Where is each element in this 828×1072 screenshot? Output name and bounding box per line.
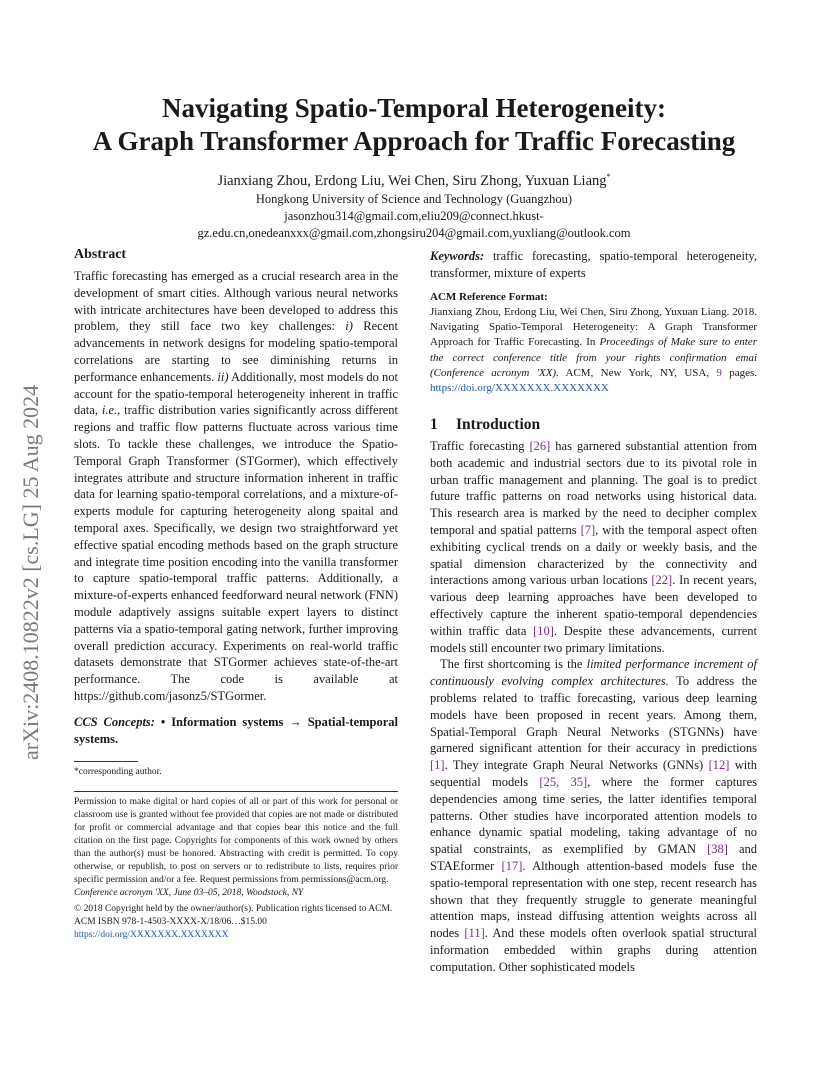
- citation-11[interactable]: [11]: [464, 926, 485, 941]
- p2-italic: limited performance increment of continuously evolving complex architectures.: [430, 657, 757, 689]
- keywords-text: traffic forecasting, spatio-temporal heterogeneity, transformer, mixture of experts: [430, 249, 757, 280]
- title-line-2: A Graph Transformer Approach for Traffic Forecasting: [92, 126, 736, 156]
- keywords-label: Keywords:: [430, 249, 485, 263]
- intro-heading: [430, 416, 757, 434]
- permission-text: Permission to make digital or hard copies of all or part of this work for personal or classroom use is granted without fee provided that copies are not made or distributed for profit or commercial advantage and that copies bear this notice and the full citation on the first page. Copyrights for components of this work owned by others than the author(s) must be honored. Abstracting with credit is permitted. To copy otherwise, or republish, to post on servers or to redistribute to lists, requires prior specific permission and/or a fee. Request permissions from permissions@acm.org.: [74, 797, 398, 885]
- p1-text: . In recent years, various deep learning approaches have been developed to effectively capture the inherent spatio-temporal dependencies within traffic data: [430, 573, 757, 638]
- footnote-rule: [74, 761, 138, 762]
- ccs-concepts: [74, 714, 398, 748]
- author-list: [0, 172, 828, 190]
- abstract-i-label: i): [345, 319, 353, 334]
- acm-reference: [430, 291, 757, 396]
- acm-ref-doi-link[interactable]: https://doi.org/XXXXXXX.XXXXXXX: [430, 382, 609, 395]
- acm-ref-text-1: Jianxiang Zhou, Erdong Liu, Wei Chen, Siru Zhong, Yuxuan Liang. 2018. Navigating Spatio-Temporal Heterogeneity: A Graph Transformer Approach for Traffic Forecasting. In: [430, 306, 757, 349]
- citation-7[interactable]: [7]: [580, 522, 596, 537]
- p2-text: . They integrate Graph Neural Networks (GNNs): [444, 758, 709, 773]
- section-title: Introduction: [456, 416, 541, 433]
- abstract-text-2: Recent advancements in network designs for modeling spatio-temporal correlations are starting to see diminishing returns in performance enhancements.: [74, 319, 398, 384]
- abstract-ie: i.e.: [101, 403, 118, 418]
- citation-10[interactable]: [10]: [533, 623, 554, 638]
- keywords-block: [430, 248, 757, 282]
- emails-line-2: gz.edu.cn,onedeanxxx@gmail.com,zhongsiru204@gmail.com,yuxliang@outlook.com: [197, 226, 631, 240]
- p2-text: . And these models often overlook spatial structural information embedded within graphs during attention computation. Other sophisticated models: [430, 926, 757, 974]
- affiliation: Hongkong University of Science and Technology (Guangzhou): [255, 192, 573, 206]
- abstract-ii-label: ii): [217, 369, 229, 384]
- p2-text: and STAEformer: [430, 842, 757, 873]
- abstract-heading: Abstract: [74, 247, 127, 262]
- p1-text: Traffic forecasting: [430, 439, 530, 453]
- citation-1[interactable]: [1]: [430, 758, 445, 773]
- isbn-text: ACM ISBN 978-1-4503-XXXX-X/18/06…$15.00: [74, 917, 267, 927]
- abstract-text-3: Additionally, most models do not account for the spatio-temporal heterogeneity inherent in traffic data,: [74, 369, 398, 418]
- p2-text: The first shortcoming is the: [440, 657, 587, 672]
- p2-text: To address the problems related to traffic forecasting, various deep learning models have been proposed in recent years. Among them, Spatial-Temporal Graph Neural Networks (STGNNs) have garnered significant attention for their accuracy in predictions: [430, 674, 757, 756]
- citation-17[interactable]: [17]: [501, 858, 523, 873]
- p1-text: . Despite these advancements, current models still encounter two primary limitations.: [430, 623, 757, 655]
- emails-line-1: jasonzhou314@gmail.com,eliu209@connect.hkust-: [284, 209, 544, 223]
- authors-text: Jianxiang Zhou, Erdong Liu, Wei Chen, Siru Zhong, Yuxuan Liang: [217, 172, 607, 189]
- conference-info: Conference acronym 'XX, June 03–05, 2018, Woodstock, NY: [74, 888, 304, 898]
- arxiv-sidebar: [18, 384, 58, 800]
- p1-text: has garnered substantial attention from both academic and industrial sectors due to its pivotal role in urban traffic management and planning. The goal is to predict future traffic patterns on road networks using historical data. This research area is marked by the need to decipher complex temporal and spatial patterns: [430, 439, 757, 537]
- acm-ref-pages-link[interactable]: 9: [716, 366, 722, 379]
- abstract-body: [74, 268, 398, 705]
- footnote: *corresponding author.: [74, 767, 162, 777]
- acm-ref-proceedings: Proceedings of Make sure to enter the correct conference title from your rights confirmation emai (Conference acronym 'XX).: [430, 336, 757, 379]
- abstract-text-4: , traffic distribution varies significantly across different regions and traffic flow patterns fluctuate across various time slots. To tackle these challenges, we introduce the Spatio-Temporal Graph Transformer (STGormer), which effectively integrates attribute and structure information inherent in traffic data for learning spatio-temporal correlations, and a mixture-of-experts module for capturing heterogeneity along spaital and temporal axes. Specifically, we design two straightforward yet effective spatial encoding methods based on the graph structure and integrate time position encoding into the vanilla transformer to capture spatio-temporal traffic patterns. Additionally, a mixture-of-experts enhanced feedforward neural network (FNN) module adaptively assigns suitable expert layers to distinct patterns via a spatio-temporal gating network, further improving overall prediction accuracy. Experiments on real-world traffic datasets demonstrate that STGormer achieves state-of-the-art performance. The code is available at https://github.com/jasonz5/STGormer.: [74, 403, 398, 703]
- section-number: 1: [430, 416, 438, 433]
- abstract-text-1: Traffic forecasting has emerged as a crucial research area in the development of smart cities. Although various neural networks with intricate architectures have been developed to address this problem, they still face two key challenges:: [74, 269, 398, 334]
- acm-ref-heading: ACM Reference Format:: [430, 291, 548, 303]
- intro-paragraph-2: [430, 656, 757, 975]
- ccs-label: CCS Concepts:: [74, 715, 155, 729]
- acm-ref-text-3: pages.: [721, 366, 757, 379]
- doi-link[interactable]: https://doi.org/XXXXXXX.XXXXXXX: [74, 930, 229, 940]
- title-line-1: Navigating Spatio-Temporal Heterogeneity:: [162, 93, 666, 123]
- p2-text: . Although attention-based models fuse the spatio-temporal representation with one step, recent research has shown that they frequently struggle to generate meaningful attention maps, instead diffusing attention weights across all nodes: [430, 858, 757, 941]
- copyright-text: © 2018 Copyright held by the owner/author(s). Publication rights licensed to ACM.: [74, 904, 393, 914]
- author-footnote-mark: *: [606, 172, 611, 181]
- intro-body: [430, 438, 757, 976]
- citation-38[interactable]: [38]: [707, 842, 728, 857]
- citation-25-35[interactable]: [25, 35]: [539, 774, 588, 789]
- permission-rule: [74, 791, 398, 792]
- permission-block: [74, 796, 398, 942]
- intro-paragraph-1: [430, 438, 757, 656]
- paper-title: [0, 92, 828, 158]
- citation-12[interactable]: [12]: [708, 758, 730, 773]
- affiliation-block: [0, 191, 828, 242]
- ccs-text: • Information systems → Spatial-temporal systems.: [74, 715, 398, 746]
- arxiv-identifier: arXiv:2408.10822v2 [cs.LG] 25 Aug 2024: [18, 384, 43, 760]
- acm-ref-text-2: ACM, New York, NY, USA,: [558, 366, 717, 379]
- abstract-section: [74, 247, 398, 263]
- citation-22[interactable]: [22]: [651, 573, 673, 588]
- p2-text: with sequential models: [430, 758, 757, 789]
- acm-ref-body: [430, 305, 757, 396]
- citation-26[interactable]: [26]: [529, 439, 551, 453]
- p1-text: , with the temporal aspect often exhibiting cyclical trends on a daily or weekly basis, and the spatial dimension characterized by the connectivity and interactions among various urban locations: [430, 522, 757, 588]
- p2-text: , where the former captures dependencies among time series, the latter identifies temporal patterns. Other studies have incorporated attention models to enhance dynamic spatial modeling, taking advantage of no spatial constraints, as exemplified by GMAN: [430, 774, 757, 857]
